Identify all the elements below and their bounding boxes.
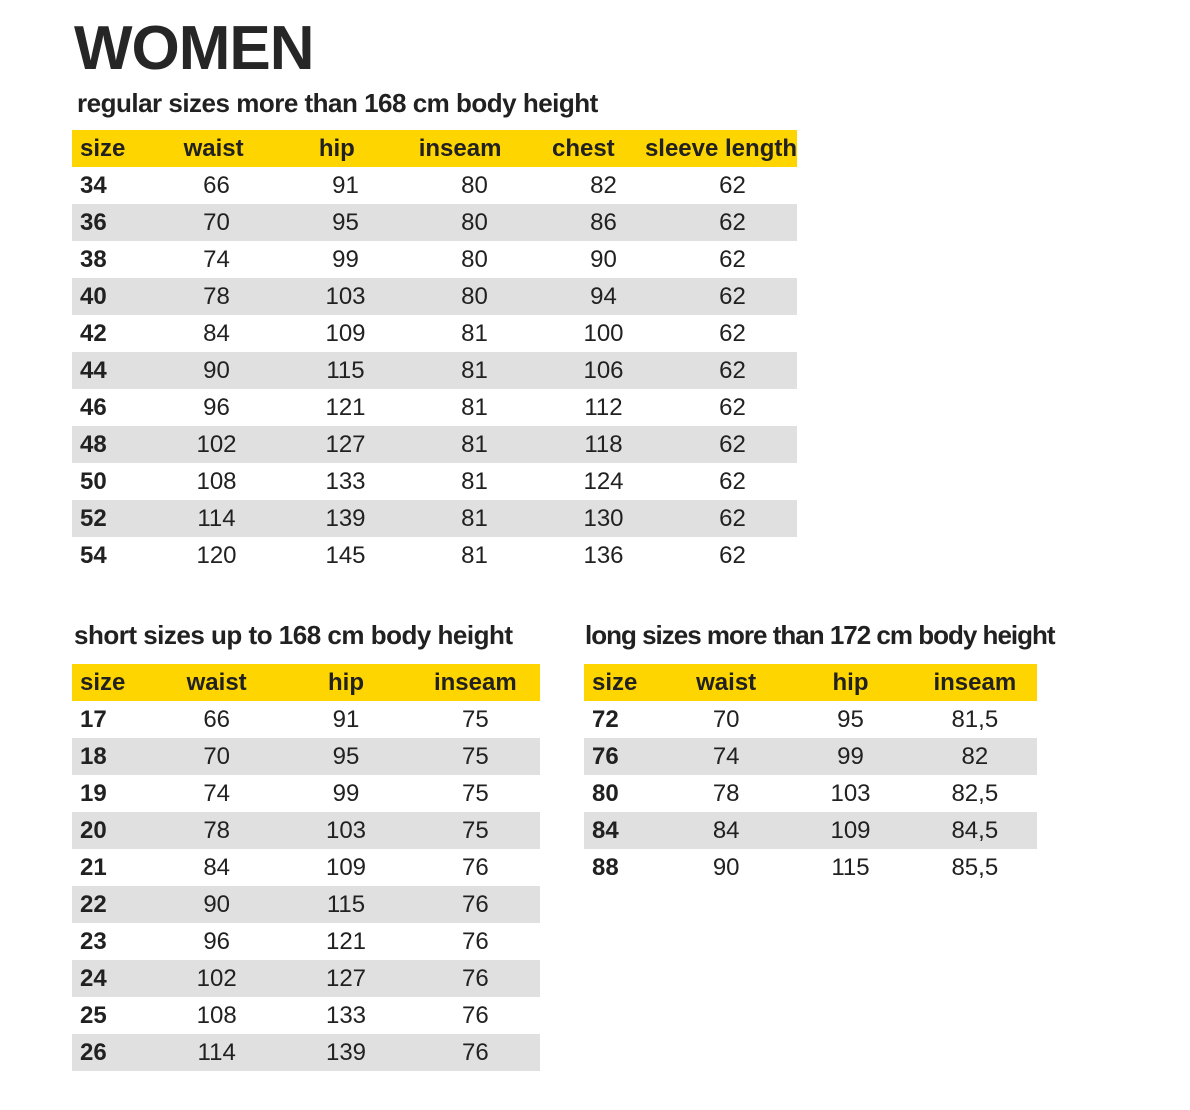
value-cell: 75 xyxy=(461,706,489,733)
value-cell: 115 xyxy=(831,854,870,881)
value-cell: 99 xyxy=(332,780,360,807)
value-cell: 84 xyxy=(712,817,740,844)
value-cell: 145 xyxy=(325,542,366,569)
value-cell: 124 xyxy=(583,468,624,495)
value-cell: 109 xyxy=(325,854,367,881)
size-cell: 20 xyxy=(80,817,107,844)
size-cell: 21 xyxy=(80,854,107,881)
table-header-row xyxy=(72,130,797,167)
value-cell: 81 xyxy=(461,431,488,458)
table-row xyxy=(72,426,797,463)
table-row xyxy=(72,997,540,1034)
value-cell: 62 xyxy=(719,283,746,310)
value-cell: 78 xyxy=(203,817,231,844)
table-row xyxy=(72,278,797,315)
value-cell: 80 xyxy=(461,246,488,273)
value-cell: 115 xyxy=(326,357,365,384)
table-row xyxy=(72,960,540,997)
table-row xyxy=(584,701,1037,738)
value-cell: 96 xyxy=(203,928,231,955)
value-cell: 133 xyxy=(325,1002,367,1029)
value-cell: 76 xyxy=(461,965,489,992)
value-cell: 76 xyxy=(461,928,489,955)
value-cell: 80 xyxy=(461,209,488,236)
value-cell: 76 xyxy=(461,854,489,881)
table-row xyxy=(72,701,540,738)
size-cell: 18 xyxy=(80,743,107,770)
header-cell: hip xyxy=(832,669,869,696)
value-cell: 75 xyxy=(461,780,489,807)
table-row xyxy=(72,352,797,389)
header-cell: inseam xyxy=(433,669,517,696)
header-cell: size xyxy=(80,669,126,696)
value-cell: 74 xyxy=(712,743,740,770)
value-cell: 115 xyxy=(326,891,366,918)
value-cell: 84 xyxy=(203,854,231,881)
value-cell: 130 xyxy=(583,505,624,532)
table-row xyxy=(72,537,797,574)
table-row xyxy=(72,812,540,849)
value-cell: 121 xyxy=(325,394,366,421)
value-cell: 120 xyxy=(196,542,237,569)
value-cell: 95 xyxy=(837,706,864,733)
value-cell: 81 xyxy=(461,542,488,569)
value-cell: 84 xyxy=(203,320,230,347)
table-row xyxy=(584,775,1037,812)
value-cell: 62 xyxy=(719,246,746,273)
value-cell: 62 xyxy=(719,468,746,495)
value-cell: 90 xyxy=(712,854,740,881)
value-cell: 139 xyxy=(325,505,366,532)
value-cell: 75 xyxy=(461,743,489,770)
value-cell: 112 xyxy=(584,394,623,421)
value-cell: 78 xyxy=(203,283,230,310)
value-cell: 62 xyxy=(719,320,746,347)
value-cell: 62 xyxy=(719,505,746,532)
header-cell: waist xyxy=(183,135,244,162)
value-cell: 81 xyxy=(461,394,488,421)
value-cell: 118 xyxy=(584,431,623,458)
value-cell: 62 xyxy=(719,542,746,569)
page-title: WOMEN xyxy=(74,14,314,83)
size-cell: 52 xyxy=(80,505,107,532)
table-row xyxy=(72,389,797,426)
table-row xyxy=(72,500,797,537)
size-cell: 38 xyxy=(80,246,107,273)
value-cell: 106 xyxy=(583,357,624,384)
value-cell: 102 xyxy=(196,965,237,992)
value-cell: 81 xyxy=(461,320,488,347)
value-cell: 102 xyxy=(196,431,237,458)
header-cell: sleeve length xyxy=(644,135,797,162)
value-cell: 70 xyxy=(712,706,740,733)
value-cell: 127 xyxy=(325,431,366,458)
size-cell: 76 xyxy=(592,743,619,770)
size-cell: 54 xyxy=(80,542,107,569)
value-cell: 95 xyxy=(332,209,359,236)
table-row xyxy=(72,923,540,960)
table-row xyxy=(72,204,797,241)
value-cell: 96 xyxy=(203,394,230,421)
value-cell: 95 xyxy=(332,743,360,770)
regular-sizes-table xyxy=(72,130,797,574)
size-cell: 23 xyxy=(80,928,107,955)
value-cell: 90 xyxy=(590,246,617,273)
value-cell: 91 xyxy=(332,706,360,733)
header-cell: inseam xyxy=(418,135,502,162)
value-cell: 90 xyxy=(203,357,230,384)
table-row xyxy=(72,738,540,775)
table-header-row xyxy=(584,664,1037,701)
size-cell: 26 xyxy=(80,1039,107,1066)
header-cell: hip xyxy=(318,135,355,162)
size-cell: 44 xyxy=(80,357,107,384)
size-cell: 34 xyxy=(80,172,107,199)
value-cell: 90 xyxy=(203,891,231,918)
size-cell: 72 xyxy=(592,706,619,733)
value-cell: 108 xyxy=(196,1002,237,1029)
value-cell: 99 xyxy=(837,743,864,770)
size-cell: 84 xyxy=(592,817,619,844)
value-cell: 66 xyxy=(203,172,230,199)
size-cell: 17 xyxy=(80,706,107,733)
size-cell: 88 xyxy=(592,854,619,881)
long-sizes-table xyxy=(584,664,1037,886)
value-cell: 127 xyxy=(325,965,367,992)
table-row xyxy=(584,849,1037,886)
value-cell: 139 xyxy=(325,1039,367,1066)
value-cell: 76 xyxy=(461,1039,489,1066)
header-cell: size xyxy=(80,135,126,162)
table-row xyxy=(584,738,1037,775)
table-row xyxy=(72,241,797,278)
value-cell: 85,5 xyxy=(951,854,999,881)
header-cell: inseam xyxy=(933,669,1017,696)
regular-sizes-subtitle: regular sizes more than 168 cm body height xyxy=(77,88,598,118)
size-cell: 19 xyxy=(80,780,107,807)
header-cell: waist xyxy=(186,669,247,696)
table-row xyxy=(72,463,797,500)
value-cell: 86 xyxy=(590,209,617,236)
size-cell: 46 xyxy=(80,394,107,421)
header-cell: chest xyxy=(551,135,615,162)
header-cell: waist xyxy=(696,669,757,696)
table-row xyxy=(584,812,1037,849)
table-row xyxy=(72,886,540,923)
value-cell: 76 xyxy=(461,891,489,918)
value-cell: 121 xyxy=(325,928,367,955)
value-cell: 81 xyxy=(461,357,488,384)
header-cell: size xyxy=(592,669,638,696)
value-cell: 62 xyxy=(719,172,746,199)
value-cell: 109 xyxy=(325,320,366,347)
value-cell: 82 xyxy=(961,743,989,770)
long-sizes-title: long sizes more than 172 cm body height xyxy=(585,620,1055,650)
size-cell: 22 xyxy=(80,891,107,918)
table-row xyxy=(72,167,797,204)
size-cell: 40 xyxy=(80,283,107,310)
table-row xyxy=(72,1034,540,1071)
value-cell: 84,5 xyxy=(951,817,999,844)
value-cell: 114 xyxy=(197,505,236,532)
value-cell: 81 xyxy=(461,505,488,532)
value-cell: 74 xyxy=(203,780,231,807)
value-cell: 81 xyxy=(461,468,488,495)
value-cell: 103 xyxy=(325,283,366,310)
value-cell: 100 xyxy=(583,320,624,347)
value-cell: 75 xyxy=(461,817,489,844)
table-row xyxy=(72,315,797,352)
value-cell: 76 xyxy=(461,1002,489,1029)
value-cell: 74 xyxy=(203,246,230,273)
value-cell: 62 xyxy=(719,394,746,421)
value-cell: 136 xyxy=(583,542,624,569)
value-cell: 103 xyxy=(325,817,367,844)
table-row xyxy=(72,775,540,812)
value-cell: 62 xyxy=(719,209,746,236)
value-cell: 70 xyxy=(203,209,230,236)
value-cell: 114 xyxy=(197,1039,236,1066)
value-cell: 78 xyxy=(712,780,740,807)
size-cell: 24 xyxy=(80,965,107,992)
short-sizes-title: short sizes up to 168 cm body height xyxy=(74,620,513,650)
value-cell: 80 xyxy=(461,172,488,199)
value-cell: 91 xyxy=(332,172,359,199)
value-cell: 82,5 xyxy=(951,780,999,807)
value-cell: 70 xyxy=(203,743,231,770)
value-cell: 108 xyxy=(196,468,237,495)
value-cell: 66 xyxy=(203,706,231,733)
short-sizes-table xyxy=(72,664,540,1071)
value-cell: 94 xyxy=(590,283,617,310)
value-cell: 81,5 xyxy=(951,706,999,733)
value-cell: 109 xyxy=(830,817,871,844)
size-cell: 36 xyxy=(80,209,107,236)
size-cell: 42 xyxy=(80,320,107,347)
size-cell: 48 xyxy=(80,431,107,458)
size-cell: 25 xyxy=(80,1002,107,1029)
value-cell: 133 xyxy=(325,468,366,495)
table-row xyxy=(72,849,540,886)
value-cell: 62 xyxy=(719,431,746,458)
value-cell: 80 xyxy=(461,283,488,310)
value-cell: 82 xyxy=(590,172,617,199)
value-cell: 103 xyxy=(830,780,871,807)
size-cell: 80 xyxy=(592,780,619,807)
table-header-row xyxy=(72,664,540,701)
size-cell: 50 xyxy=(80,468,107,495)
value-cell: 62 xyxy=(719,357,746,384)
value-cell: 99 xyxy=(332,246,359,273)
header-cell: hip xyxy=(327,669,364,696)
